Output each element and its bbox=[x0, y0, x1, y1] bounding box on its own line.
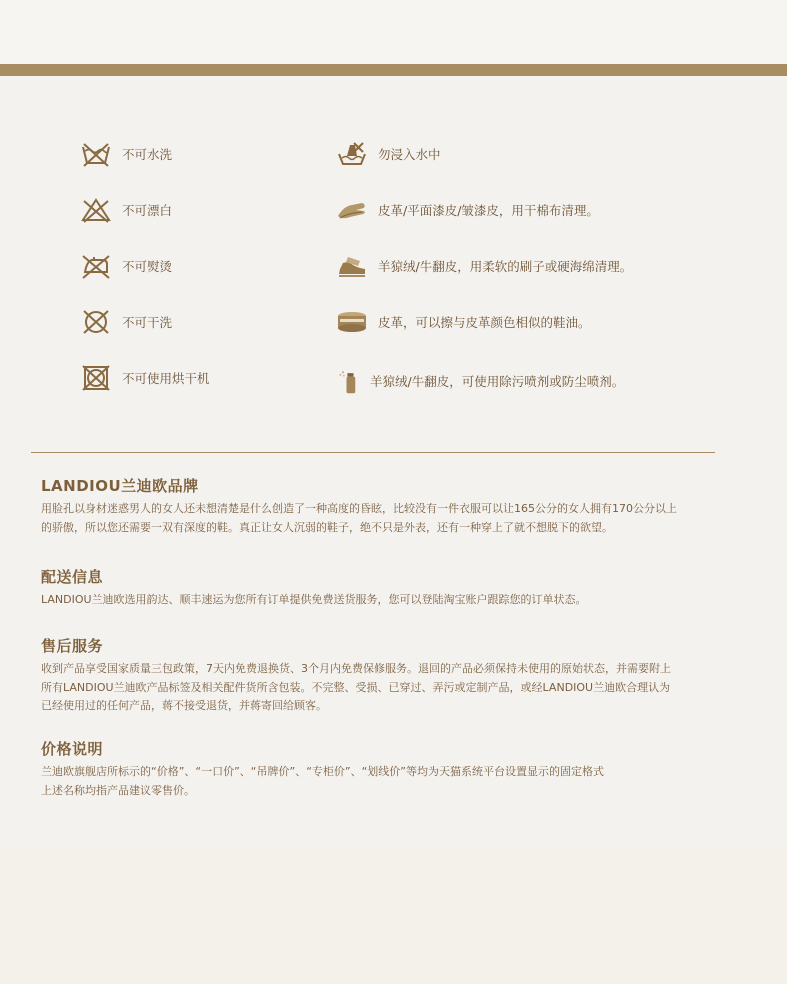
section-title-shipping: 配送信息 bbox=[41, 568, 104, 586]
section-title-after-sales: 售后服务 bbox=[41, 637, 104, 655]
no-bleach-icon bbox=[80, 196, 112, 224]
brush-sponge-icon bbox=[336, 252, 368, 280]
care-item-brush-sponge bbox=[336, 251, 632, 281]
care-item-no-bleach bbox=[80, 195, 172, 225]
section-line: 的骄傲，所以您还需要一双有深度的鞋。真正让女人沉弱的鞋子，绝不只是外表，还有一种穿上了就不想脱下的欲望。 bbox=[41, 520, 613, 534]
wipe-cloth-icon bbox=[336, 196, 368, 224]
care-label-brush-sponge: 羊猄绒/牛翻皮，用柔软的刷子或硬海绵清理。 bbox=[378, 259, 633, 274]
care-label-no-soak: 勿浸入水中 bbox=[378, 147, 441, 162]
section-divider bbox=[31, 452, 715, 453]
care-item-no-iron bbox=[80, 251, 172, 281]
care-label-no-bleach: 不可漂白 bbox=[122, 203, 173, 218]
section-body-brand bbox=[41, 500, 741, 537]
no-soak-icon bbox=[336, 140, 368, 168]
section-title-pricing: 价格说明 bbox=[41, 740, 104, 758]
section-body-pricing bbox=[41, 763, 741, 800]
section-line: 上述名称均指产品建议零售价。 bbox=[41, 783, 195, 797]
care-label-no-iron: 不可熨烫 bbox=[122, 259, 173, 274]
care-label-shoe-polish: 皮革，可以擦与皮革颜色相似的鞋油。 bbox=[378, 315, 591, 330]
spray-can-icon bbox=[336, 366, 364, 396]
section-title-brand: LANDIOU兰迪欧品牌 bbox=[41, 477, 199, 495]
section-line: 用脸孔以身材迷惑男人的女人还未想清楚是什么创造了一种高度的昏眩，比较没有一件衣服可以让165公分的女人拥有170公分以上 bbox=[41, 502, 677, 515]
section-after-sales bbox=[41, 635, 741, 716]
gold-header-bar bbox=[0, 64, 787, 76]
care-item-spray-can bbox=[336, 366, 624, 396]
section-line: LANDIOU兰迪欧选用韵达、顺丰速运为您所有订单提供免费送货服务，您可以登陆淘宝账户跟踪您的订单状态。 bbox=[41, 593, 587, 606]
top-band bbox=[0, 0, 787, 64]
section-brand bbox=[41, 475, 741, 537]
care-label-no-tumble-dry: 不可使用烘干机 bbox=[122, 371, 210, 386]
care-label-no-dry-clean: 不可干洗 bbox=[122, 315, 173, 330]
care-label-wipe-cloth: 皮革/平面漆皮/皱漆皮，用干棉布清理。 bbox=[378, 203, 599, 218]
shoe-polish-icon bbox=[336, 308, 368, 336]
care-label-no-wash: 不可水洗 bbox=[122, 147, 173, 162]
section-body-after-sales bbox=[41, 660, 741, 716]
no-iron-icon bbox=[80, 252, 112, 280]
care-item-wipe-cloth bbox=[336, 195, 599, 225]
section-pricing bbox=[41, 738, 741, 800]
content-panel bbox=[0, 76, 787, 848]
no-dry-clean-icon bbox=[80, 308, 112, 336]
care-item-no-wash bbox=[80, 139, 172, 169]
section-line: 已经使用过的任何产品，蒋不接受退货，并蒋寄回给顾客。 bbox=[41, 699, 327, 712]
section-line: 收到产品享受国家质量三包政策，7天内免费退换货、3个月内免费保修服务。退回的产品必须保持未使用的原始状态，并需要附上 bbox=[41, 662, 671, 675]
care-item-no-tumble-dry bbox=[80, 363, 210, 393]
section-body-shipping bbox=[41, 591, 741, 610]
no-wash-icon bbox=[80, 140, 112, 168]
care-label-spray-can: 羊猄绒/牛翻皮，可使用除污喷剂或防尘喷剂。 bbox=[370, 374, 625, 389]
section-shipping bbox=[41, 566, 741, 610]
section-line: 所有LANDIOU兰迪欧产品标签及相关配件货所含包装。不完整、受损、已穿过、弄污或定制产品，或经LANDIOU兰迪欧合理认为 bbox=[41, 680, 671, 694]
section-line: 兰迪欧旗舰店所标示的“价格”、“一口价”、“吊牌价”、“专柜价”、“划线价”等均为天猫系统平台设置显示的固定格式 bbox=[41, 765, 604, 778]
no-tumble-dry-icon bbox=[80, 364, 112, 392]
care-item-shoe-polish bbox=[336, 307, 591, 337]
bottom-band bbox=[0, 848, 787, 984]
care-item-no-soak bbox=[336, 139, 441, 169]
care-item-no-dry-clean bbox=[80, 307, 172, 337]
